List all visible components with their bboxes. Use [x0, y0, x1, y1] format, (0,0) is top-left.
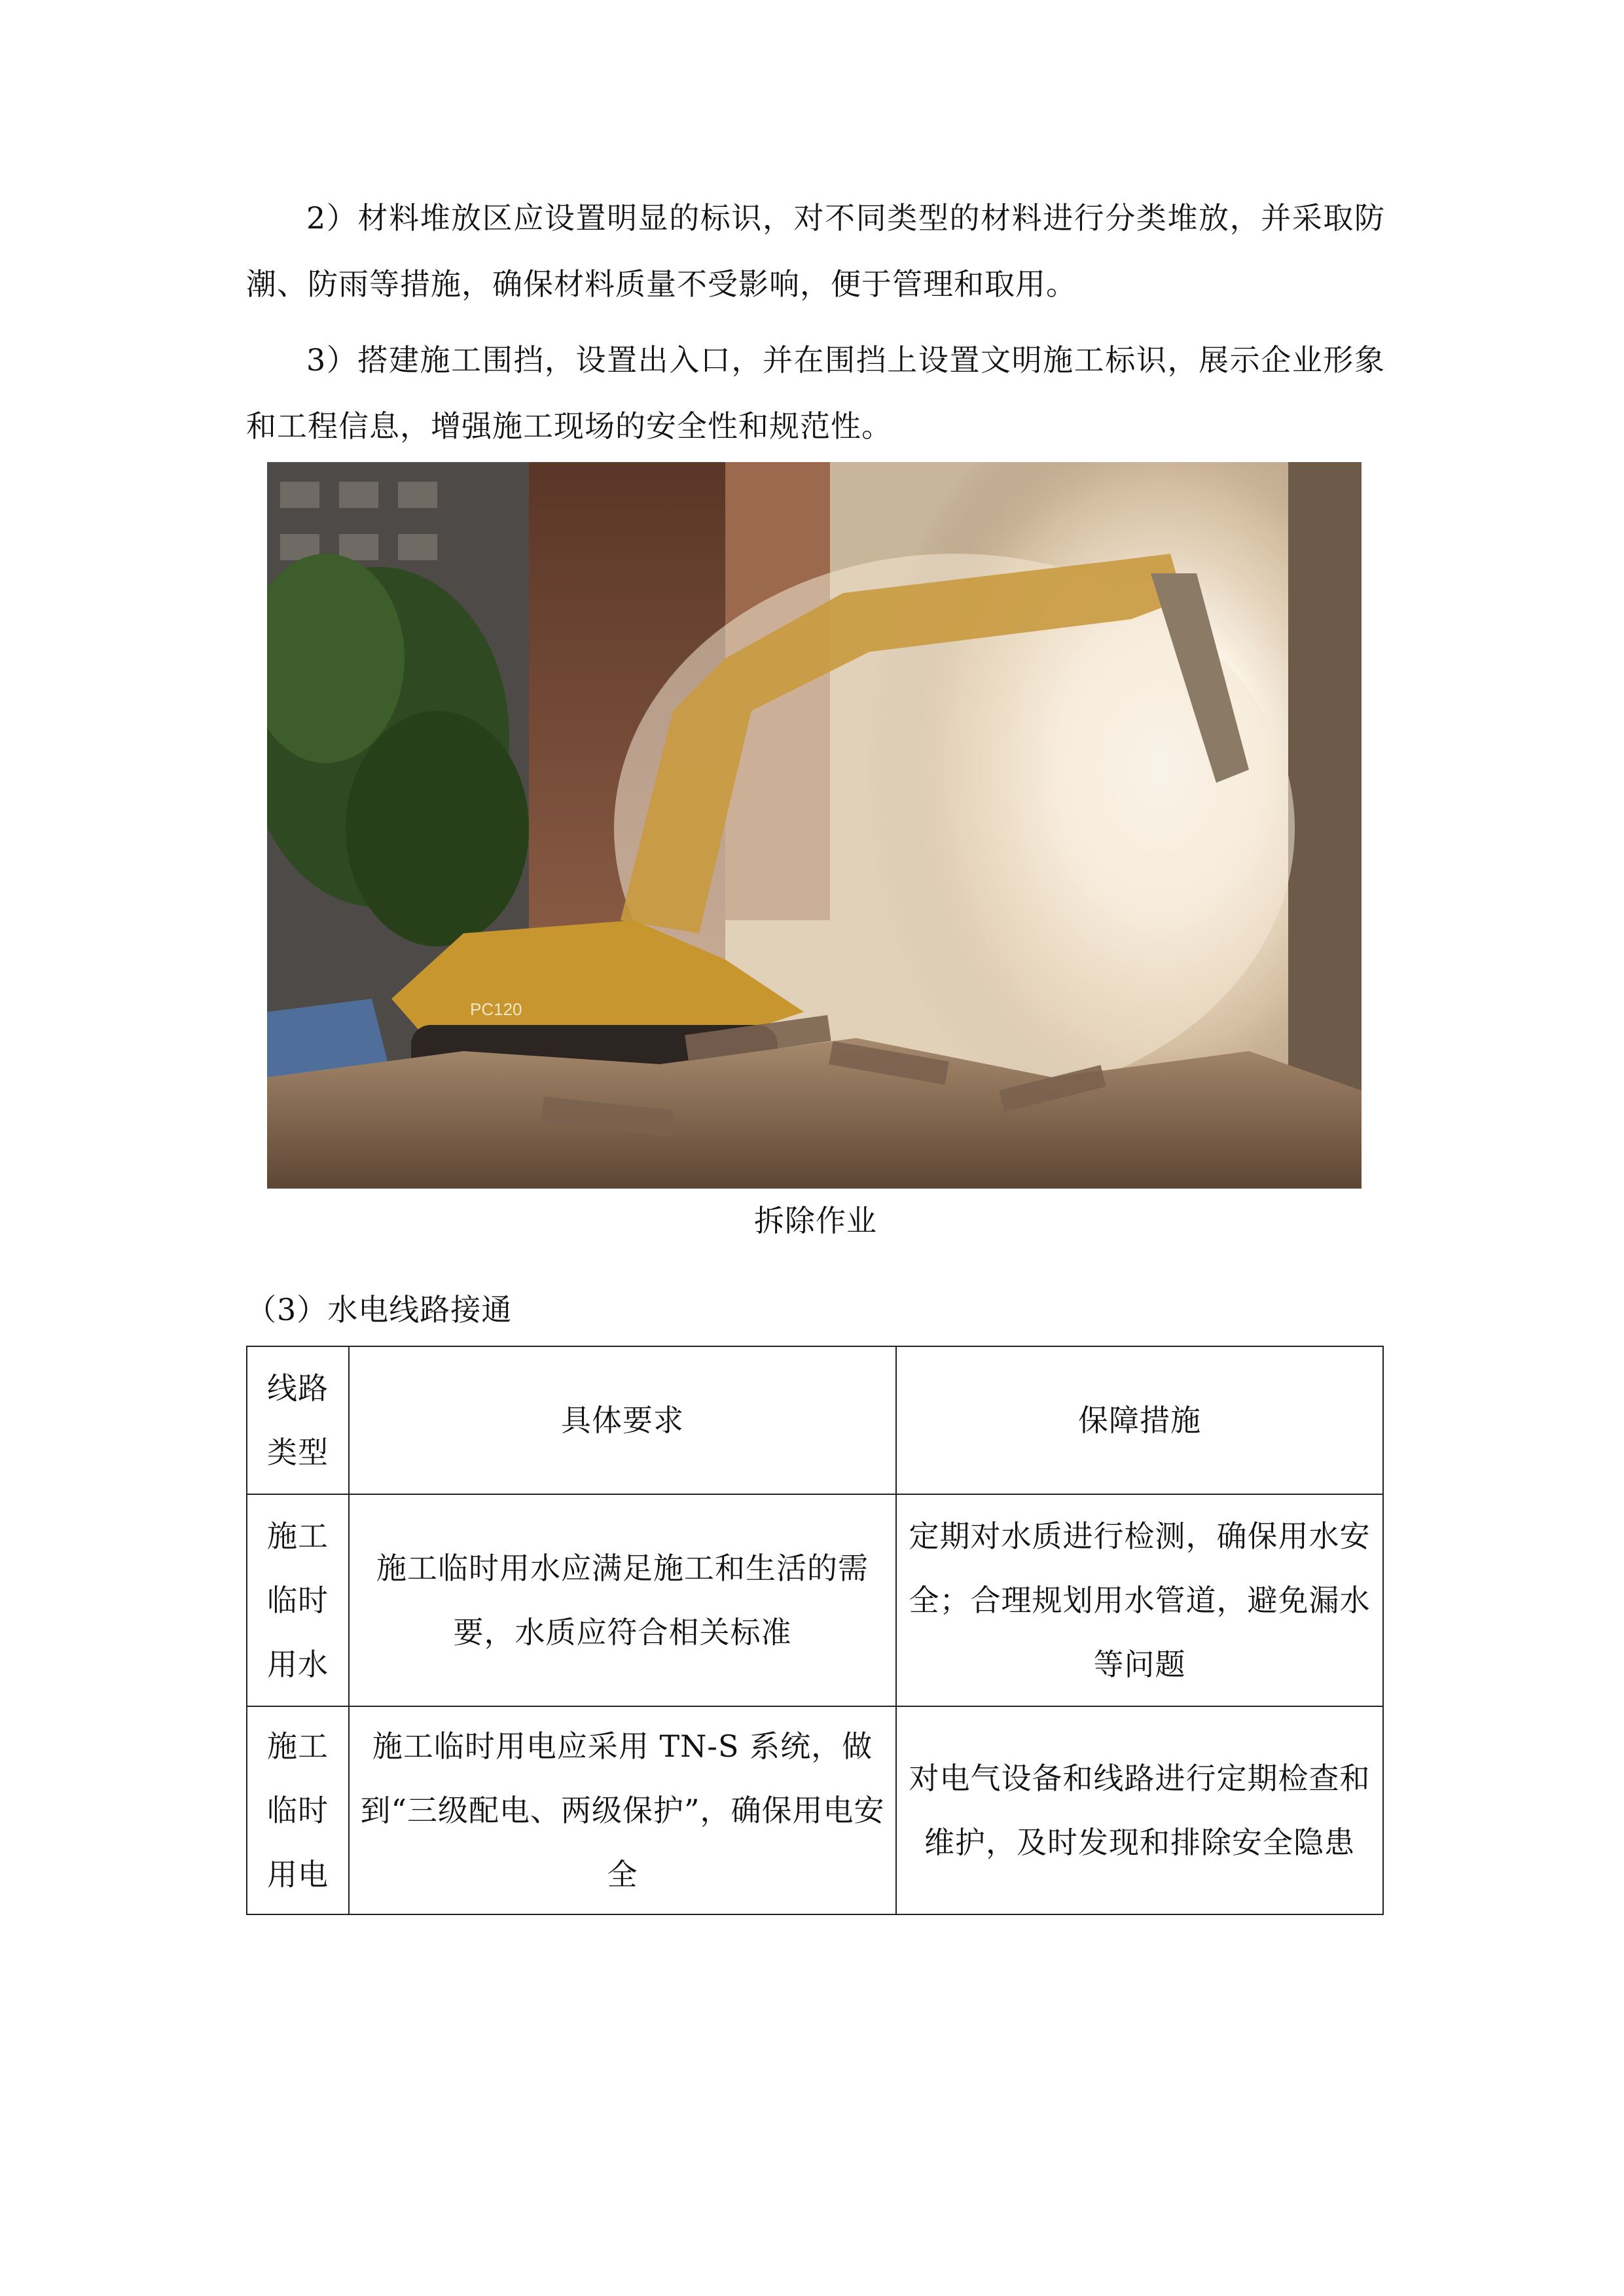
header-line-type: 线路类型 [247, 1346, 349, 1494]
demolition-photo-illustration [267, 462, 1362, 1189]
cell-measure: 定期对水质进行检测，确保用水安全；合理规划用水管道，避免漏水等问题 [896, 1494, 1383, 1706]
table-row [247, 1706, 1383, 1914]
table-row [247, 1494, 1383, 1706]
machine-model-label: PC120 [470, 999, 522, 1019]
cell-line-type: 施工临时用水 [247, 1494, 349, 1706]
cell-measure: 对电气设备和线路进行定期检查和维护，及时发现和排除安全隐患 [896, 1706, 1383, 1914]
header-requirement: 具体要求 [349, 1346, 896, 1494]
paragraph-construction-fence: 3）搭建施工围挡，设置出入口，并在围挡上设置文明施工标识，展示企业形象和工程信息，增强施工现场的安全性和规范性。 [246, 342, 1385, 444]
cell-requirement: 施工临时用电应采用 TN-S 系统，做到“三级配电、两级保护”，确保用电安全 [349, 1706, 896, 1914]
header-measure: 保障措施 [896, 1346, 1383, 1494]
cell-requirement: 施工临时用水应满足施工和生活的需要，水质应符合相关标准 [349, 1494, 896, 1706]
cell-line-type: 施工临时用电 [247, 1706, 349, 1914]
utility-requirements-table [246, 1346, 1384, 1915]
paragraph-material-storage: 2）材料堆放区应设置明显的标识，对不同类型的材料进行分类堆放，并采取防潮、防雨等措施，确保材料质量不受影响，便于管理和取用。 [246, 200, 1385, 302]
table-header-row [247, 1346, 1383, 1494]
demolition-photo [267, 462, 1362, 1189]
figure-caption: 拆除作业 [754, 1203, 877, 1238]
section-heading-water-power: （3）水电线路接通 [246, 1292, 513, 1327]
